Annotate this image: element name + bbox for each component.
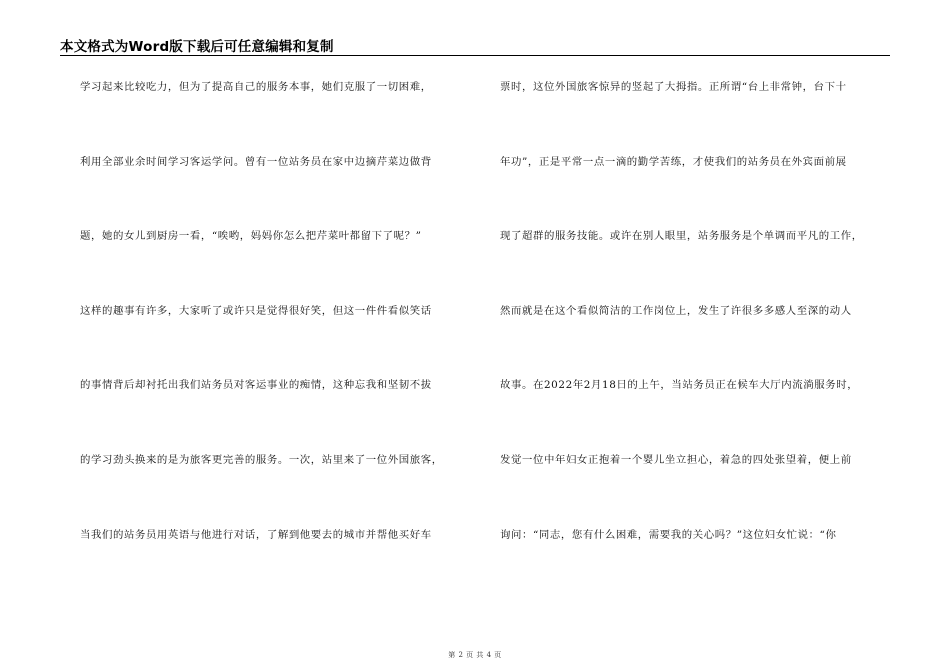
- header-rule: [60, 55, 890, 56]
- page-header: 本文格式为Word版下载后可任意编辑和复制: [60, 39, 334, 55]
- text-line: 这样的趣事有许多，大家听了或许只是觉得很好笑，但这一件件看似笑话: [80, 305, 432, 317]
- text-line: 然而就是在这个看似简洁的工作岗位上，发生了许很多多感人至深的动人: [500, 305, 852, 317]
- text-line: 现了超群的服务技能。或许在别人眼里，站务服务是个单调而平凡的工作，: [500, 230, 863, 242]
- page-number-footer: 第 2 页 共 4 页: [448, 651, 502, 659]
- text-line: 的学习劲头换来的是为旅客更完善的服务。一次，站里来了一位外国旅客，: [80, 454, 443, 466]
- text-line: 票时，这位外国旅客惊异的竖起了大拇指。正所谓“台上非常钟，台下十: [500, 81, 847, 93]
- text-line: 学习起来比较吃力，但为了提高自己的服务本事，她们克服了一切困难，: [80, 81, 432, 93]
- text-line: 故事。在2022年2月18日的上午，当站务员正在候车大厅内流淌服务时，: [500, 379, 859, 391]
- text-line: 当我们的站务员用英语与他进行对话，了解到他要去的城市并帮他买好车: [80, 529, 432, 541]
- text-line: 询问：“同志，您有什么困难，需要我的关心吗？”这位妇女忙说：“你: [500, 529, 837, 541]
- text-line: 利用全部业余时间学习客运学问。曾有一位站务员在家中边摘芹菜边做背: [80, 156, 432, 168]
- text-line: 题，她的女儿到厨房一看，“唉哟，妈妈你怎么把芹菜叶都留下了呢？”: [80, 230, 422, 242]
- text-line: 的事情背后却衬托出我们站务员对客运事业的痴情，这种忘我和坚韧不拔: [80, 379, 432, 391]
- text-line: 年功”，正是平常一点一滴的勤学苦练，才使我们的站务员在外宾面前展: [500, 156, 847, 168]
- text-line: 发觉一位中年妇女正抱着一个婴儿坐立担心，着急的四处张望着，便上前: [500, 454, 852, 466]
